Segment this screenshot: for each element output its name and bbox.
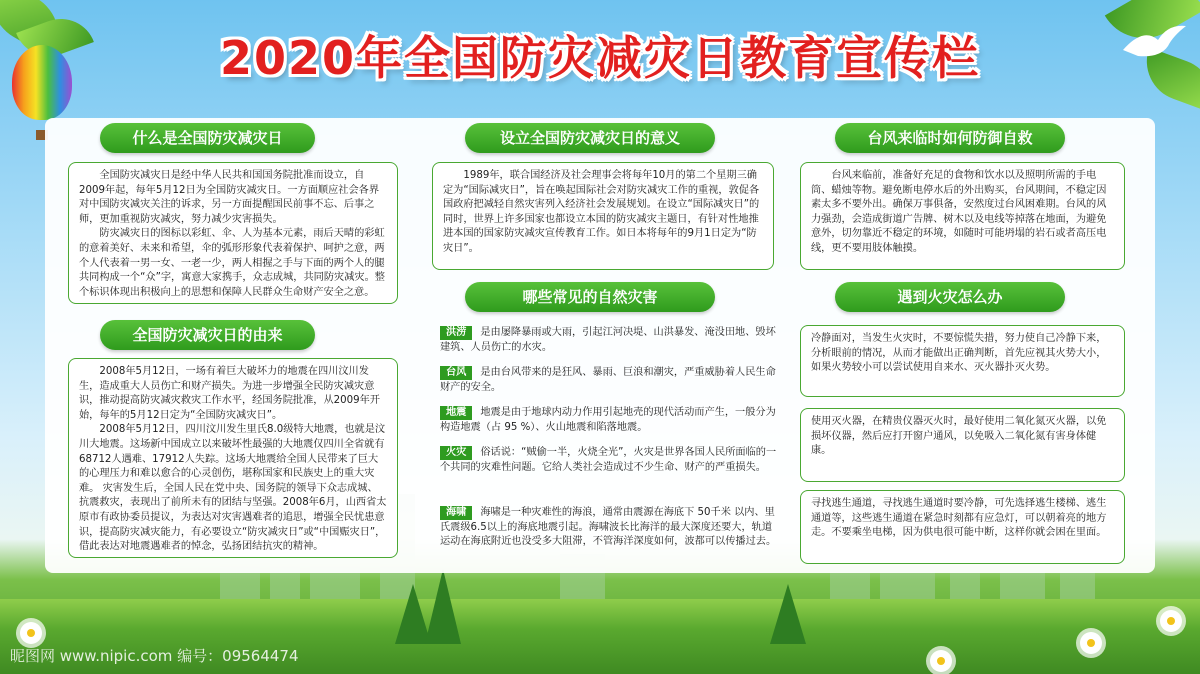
- daisy-icon: [1080, 632, 1102, 654]
- disaster-tag: 地震: [440, 406, 472, 420]
- section-heading-disasters: 哪些常见的自然灾害: [465, 282, 715, 312]
- section-box-what: [68, 162, 398, 304]
- section-heading-what: 什么是全国防灾减灾日: [100, 123, 315, 153]
- disaster-text: 是由台风带来的是狂风、暴雨、巨浪和潮灾，严重威胁着人民生命财产的安全。: [440, 367, 776, 393]
- paragraph: 防灾减灾日的图标以彩虹、伞、人为基本元素，雨后天晴的彩虹的意着美好、未来和希望，伞的弧形形象代表着保护、呵护之意，两个人代表着一男一女、一老一少，两人相握之手与下面的两个人的腿共同构成一个“众”字，寓意大家携手，众志成城，共同防灾减灾。整个标识体现出积极向上的思想和保障人民群众生命财产安全之意。: [79, 228, 385, 298]
- section-heading-typhoon: 台风来临时如何防御自救: [835, 123, 1065, 153]
- paragraph: 全国防灾减灾日是经中华人民共和国国务院批准而设立，自2009年起，每年5月12日为全国防灾减灾日。一方面顺应社会各界对中国防灾减灾关注的诉求，另一方面提醒国民前事不忘、后事之师，更加重视防灾减灾，努力减少灾害损失。: [79, 170, 380, 225]
- section-box-fire-1: [800, 325, 1125, 397]
- paragraph: 寻找逃生通道，寻找逃生通道时要冷静，可先选择逃生楼梯、逃生通道等，这些逃生通道在紧急时刻都有应急灯，可以朝着亮的地方走。不要乘坐电梯，因为供电很可能中断，这样你就会困在里面。: [811, 498, 1107, 539]
- section-heading-meaning: 设立全国防灾减灾日的意义: [465, 123, 715, 153]
- disaster-tag: 洪涝: [440, 326, 472, 340]
- section-box-origin: [68, 358, 398, 558]
- disaster-item-earthquake: [440, 406, 780, 435]
- disaster-item-flood: [440, 326, 780, 355]
- tree-decoration: [425, 569, 461, 644]
- paragraph: 2008年5月12日，四川汶川发生里氏8.0级特大地震，也就是汶川大地震。这场新中国成立以来破坏性最强的大地震仅四川全省就有68712人遇难、17912人失踪。这场大地震给全国人民带来了巨大的心理压力和难以愈合的心灵创伤，堪称国家和民族史上的重大灾难。 灾害发生后，全国人民在党中央、国务院的领导下众志成城、抗震救灾，表现出了前所未有的团结与坚强。2008年6月，山西省太原市有政协委员提议，为表达对灾害遇难者的追思，增强全民忧患意识，提高防灾减灾能力，有必要设立“防灾减灾日”或“中国赈灾日”，借此表达对地震遇难者的悼念，弘扬团结抗灾的精神。: [79, 424, 387, 553]
- disaster-tag: 海啸: [440, 506, 472, 520]
- section-box-typhoon: [800, 162, 1125, 270]
- paragraph: 1989年，联合国经济及社会理事会将每年10月的第二个星期三确定为“国际减灾日”，旨在唤起国际社会对防灾减灾工作的重视，敦促各国政府把减轻自然灾害列入经济社会发展规划。在设立“国际减灾日”的同时，世界上许多国家也都设立本国的防灾减灾主题日，有针对性地推进本国的国家防灾减灾宣传教育工作。如日本将每年的9月1日定为“防灾日”。: [443, 170, 760, 254]
- disaster-item-tsunami: [440, 506, 780, 550]
- paragraph: 冷静面对，当发生火灾时，不要惊慌失措，努力使自己冷静下来，分析眼前的情况，从而才能做出正确判断，首先应视其火势大小，如果火势较小可以尝试使用自来水、灭火器扑灭火势。: [811, 333, 1107, 374]
- daisy-icon: [20, 622, 42, 644]
- disaster-tag: 台风: [440, 366, 472, 380]
- section-box-fire-2: [800, 408, 1125, 482]
- disaster-item-fire: [440, 446, 780, 475]
- section-box-meaning: [432, 162, 774, 270]
- disaster-text: 地震是由于地球内动力作用引起地壳的现代活动而产生，一般分为构造地震（占 95 %）、火山地震和陷落地震。: [440, 407, 776, 433]
- paragraph: 台风来临前，准备好充足的食物和饮水以及照明所需的手电筒、蜡烛等物。避免断电停水后的外出购买，台风期间，不稳定因素太多不要外出。确保万事俱备，安然度过台风困难期。台风的风力强劲，会造成街道广告牌、树木以及电线等掉落在地面，为避免意外，切勿靠近不稳定的环境，如随时可能坍塌的岩石或者高压电线，更不要用肢体触摸。: [811, 170, 1107, 254]
- disaster-tag: 火灾: [440, 446, 472, 460]
- disaster-text: 俗话说：“贼偷一半，火烧全光”，火灾是世界各国人民所面临的一个共同的灾难性问题。它给人类社会造成过不少生命、财产的严重损失。: [440, 447, 777, 473]
- disaster-text: 海啸是一种灾难性的海浪，通常由震源在海底下 50千米 以内、里氏震级6.5以上的海底地震引起。海啸波长比海洋的最大深度还要大，轨道运动在海底附近也没受多大阻滞，不管海洋深度如何，波都可以传播过去。: [440, 507, 777, 548]
- section-heading-origin: 全国防灾减灾日的由来: [100, 320, 315, 350]
- paragraph: 2008年5月12日，一场有着巨大破坏力的地震在四川汶川发生，造成重大人员伤亡和财产损失。为进一步增强全民防灾减灾意识，推动提高防灾减灾救灾工作水平，经国务院批准，从2009年开始，每年的5月12日定为“全国防灾减灾日”。: [79, 366, 380, 421]
- page-title: 2020年全国防灾减灾日教育宣传栏: [219, 31, 981, 85]
- section-box-fire-3: [800, 490, 1125, 564]
- daisy-icon: [930, 650, 952, 672]
- disaster-text: 是由屡降暴雨或大雨，引起江河决堤、山洪暴发、淹没田地、毁坏建筑、人员伤亡的水灾。: [440, 327, 776, 353]
- tree-decoration: [770, 584, 806, 644]
- section-heading-fire: 遇到火灾怎么办: [835, 282, 1065, 312]
- daisy-icon: [1160, 610, 1182, 632]
- paragraph: 使用灭火器，在精贵仪器灭火时，最好使用二氧化氮灭火器，以免损坏仪器，然后应打开窗户通风，以免吸入二氧化氮有害身体健康。: [811, 416, 1107, 457]
- disaster-item-typhoon: [440, 366, 780, 395]
- watermark: 昵图网 www.nipic.com 编号：09564474: [10, 647, 299, 665]
